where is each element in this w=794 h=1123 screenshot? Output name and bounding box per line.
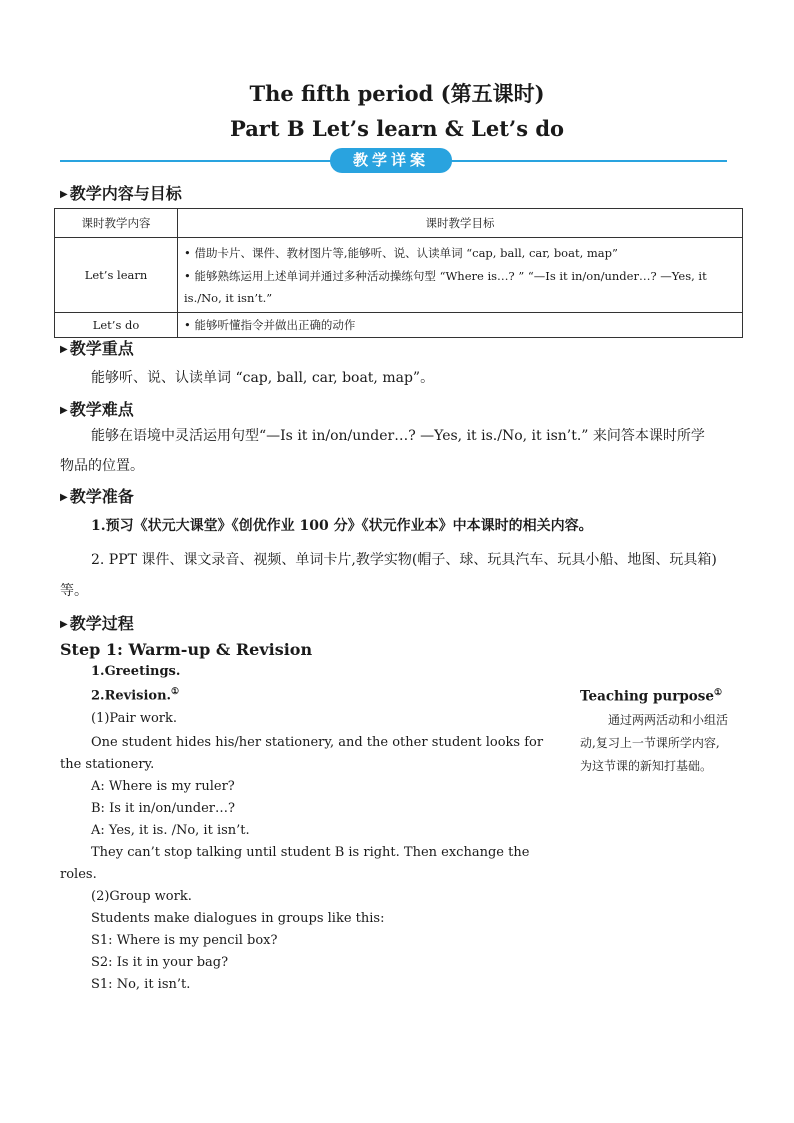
table-cell-content: Let’s learn (55, 238, 178, 313)
table-row (55, 313, 743, 338)
triangle-bullet-icon: ▶ (60, 344, 68, 355)
goal-item: • 能够听懂指令并做出正确的动作 (184, 318, 356, 332)
step1-greetings: 1.Greetings. (91, 664, 181, 679)
dialogue-line-s3: S1: No, it isn’t. (91, 977, 191, 992)
table-header-content: 课时教学内容 (55, 209, 178, 238)
triangle-bullet-icon: ▶ (60, 189, 68, 200)
table-header-row (55, 209, 743, 238)
triangle-bullet-icon: ▶ (60, 405, 68, 416)
preparation-item-2-line1: 2. PPT 课件、课文录音、视频、单词卡片,教学实物(帽子、球、玩具汽车、玩具小船、地图、玩具箱) (91, 552, 717, 568)
step1-title: Step 1: Warm-up & Revision (60, 640, 313, 659)
section-heading-content-goals: ▶ 教学内容与目标 (60, 184, 182, 203)
step1-group-work: (2)Group work. (91, 889, 192, 904)
table-cell-goals (178, 238, 743, 313)
dialogue-line-s1: S1: Where is my pencil box? (91, 933, 278, 948)
key-points-text: 能够听、说、认读单词 “cap, ball, car, boat, map”。 (91, 370, 435, 386)
section-heading-process: ▶ 教学过程 (60, 614, 134, 633)
step1-paragraph-2-line2: roles. (60, 867, 97, 882)
teaching-purpose-title: Teaching purpose① (580, 688, 723, 705)
section-heading-key-points: ▶ 教学重点 (60, 339, 134, 358)
banner-line-right (450, 160, 727, 162)
teaching-purpose-line2: 动,复习上一节课所学内容, (580, 736, 720, 750)
table-cell-content: Let’s do (55, 313, 178, 338)
footnote-mark: ① (171, 687, 180, 697)
dialogue-line-s2: S2: Is it in your bag? (91, 955, 229, 970)
step1-revision: 2.Revision.① (91, 687, 180, 704)
step1-paragraph-1-line2: the stationery. (60, 757, 155, 772)
step1-pair-work: (1)Pair work. (91, 711, 178, 726)
footnote-mark: ① (713, 688, 723, 698)
page-title: The fifth period (第五课时) (249, 81, 545, 106)
banner-line-left (60, 160, 332, 162)
section-heading-preparation: ▶ 教学准备 (60, 487, 134, 506)
triangle-bullet-icon: ▶ (60, 492, 68, 503)
step1-paragraph-3: Students make dialogues in groups like this: (91, 911, 385, 926)
difficulties-text-line1: 能够在语境中灵活运用句型“—Is it in/on/under…? —Yes, it is./No, it isn’t.” 来问答本课时所学 (91, 428, 705, 444)
section-heading-difficulties: ▶ 教学难点 (60, 400, 134, 419)
goal-item: • 借助卡片、课件、教材图片等,能够听、说、认读单词 “cap, ball, car, boat, map” (184, 246, 618, 260)
dialogue-line-b1: B: Is it in/on/under…? (91, 801, 235, 816)
goal-item: • 能够熟练运用上述单词并通过多种活动操练句型 “Where is…? ” “—Is it in/on/under…? —Yes, it is./No, it isn’t.” (184, 269, 707, 305)
page-subtitle: Part B Let’s learn & Let’s do (229, 116, 565, 141)
triangle-bullet-icon: ▶ (60, 619, 68, 630)
dialogue-line-a1: A: Where is my ruler? (91, 779, 235, 794)
table-row (55, 238, 743, 313)
preparation-item-2-line2: 等。 (60, 583, 88, 599)
table-header-goals: 课时教学目标 (178, 209, 743, 238)
goals-table (54, 208, 743, 338)
teaching-purpose-line1: 通过两两活动和小组活 (608, 713, 729, 727)
dialogue-line-a2: A: Yes, it is. /No, it isn’t. (91, 823, 250, 838)
table-cell-goals (178, 313, 743, 338)
lesson-plan-banner: 教学详案 (330, 148, 452, 173)
step1-paragraph-1-line1: One student hides his/her stationery, and the other student looks for (91, 735, 544, 750)
teaching-purpose-line3: 为这节课的新知打基础。 (580, 759, 713, 773)
difficulties-text-line2: 物品的位置。 (60, 458, 144, 474)
step1-paragraph-2-line1: They can’t stop talking until student B is right. Then exchange the (91, 845, 530, 860)
preparation-item-1: 1.预习《状元大课堂》《创优作业 100 分》《状元作业本》中本课时的相关内容。 (91, 518, 593, 534)
